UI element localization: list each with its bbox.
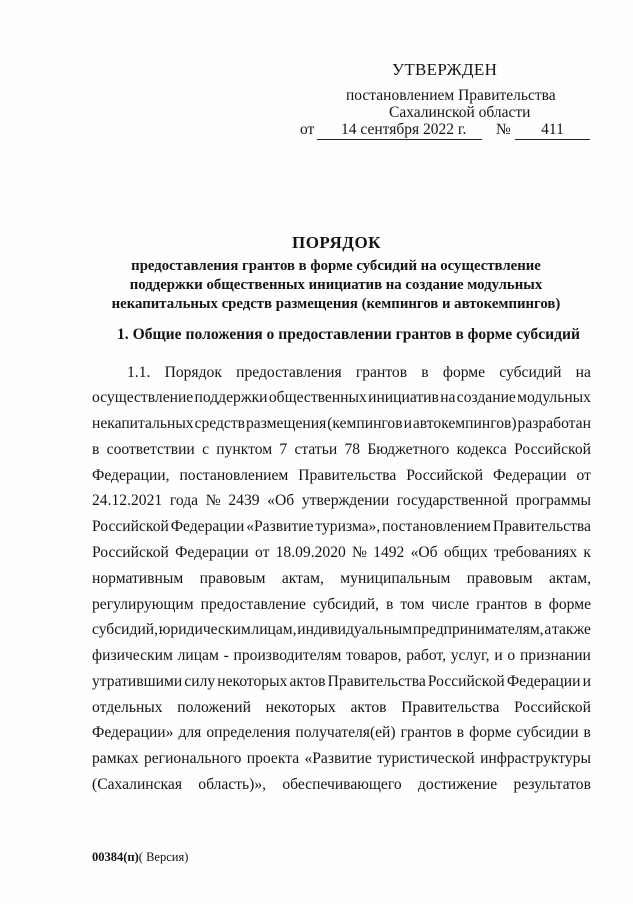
paragraph-line: в соответствии с пунктом 7 статьи 78 Бюджетного кодекса Российской [92, 441, 591, 458]
paragraph-line: 1.1. Порядок предоставления грантов в форме субсидий на [127, 364, 591, 381]
paragraph-line: утратившими силу некоторых актов Правительства Российской Федерации и [92, 673, 591, 690]
approval-date-row [300, 121, 600, 143]
number-sign: № [496, 121, 511, 138]
paragraph-line: отдельных положений некоторых актов Правительства Российской [92, 699, 591, 716]
paragraph-line: некапитальных средств размещения (кемпингов и автокемпингов) разработан [92, 415, 591, 432]
paragraph-line: нормативным правовым актам, муниципальным правовым актам, [92, 570, 591, 587]
paragraph-line: (Сахалинская область)», обеспечивающего достижение результатов [92, 776, 591, 793]
subtitle-line: предоставления грантов в форме субсидий на осуществление [131, 258, 541, 274]
paragraph-line: Российской Федерации «Развитие туризма», постановлением Правительства [92, 518, 591, 535]
paragraph-line: субсидий, юридическим лицам, индивидуальным предпринимателям, а также [92, 621, 591, 638]
paragraph-line: 24.12.2021 года № 2439 «Об утверждении государственной программы [92, 492, 591, 509]
subtitle-line: поддержки общественных инициатив на создание модульных [129, 277, 543, 293]
approval-number: 411 [515, 121, 590, 140]
document-subtitle [100, 257, 572, 314]
paragraph-line: Федерации» для определения получателя(ей) грантов в форме субсидии в [92, 724, 591, 741]
from-label: от [300, 121, 315, 138]
paragraph-line: физическим лицам - производителям товаров, работ, услуг, и о признании [92, 647, 591, 664]
document-code: 00384(п) [92, 850, 139, 864]
document-title: ПОРЯДОК [291, 233, 381, 252]
approval-date: 14 сентября 2022 г. [317, 121, 482, 140]
approval-line-1: постановлением Правительства [346, 87, 556, 104]
paragraph-line: Федерации, постановлением Правительства Российской Федерации от [92, 467, 591, 484]
paragraph-line: регулирующим предоставление субсидий, в том числе грантов в форме [92, 596, 591, 613]
version-label: ( Версия) [138, 850, 189, 864]
subtitle-line: некапитальных средств размещения (кемпингов и автокемпингов) [111, 296, 561, 312]
paragraph-line: осуществление поддержки общественных инициатив на создание модульных [92, 389, 591, 406]
section-heading: 1. Общие положения о предоставлении грантов в форме субсидий [117, 326, 580, 343]
footer-code [92, 850, 188, 865]
approval-line-2: Сахалинской области [389, 104, 531, 121]
paragraph-line: рамках регионального проекта «Развитие туристической инфраструктуры [92, 750, 591, 767]
approval-title: УТВЕРЖДЕН [392, 60, 498, 79]
paragraph-line: Российской Федерации от 18.09.2020 № 1492 «Об общих требованиях к [92, 544, 591, 561]
